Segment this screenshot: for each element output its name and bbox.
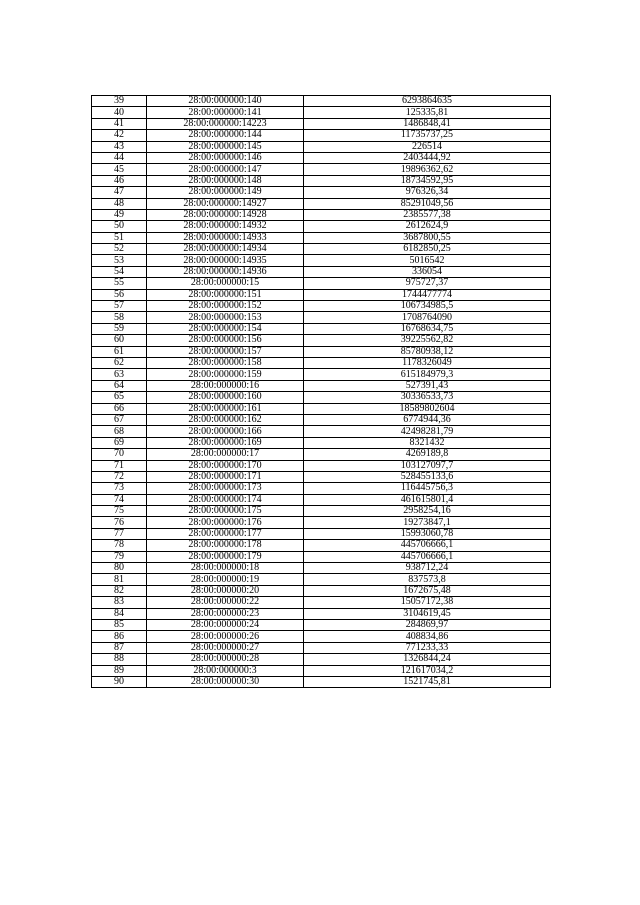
cadastral-number-cell: 28:00:000000:160 <box>147 392 304 403</box>
table-row <box>92 96 551 107</box>
table-row <box>92 449 551 460</box>
cadastral-value-table <box>91 95 551 688</box>
table-row <box>92 540 551 551</box>
cadastral-number-cell: 28:00:000000:20 <box>147 585 304 596</box>
value-cell: 1486848,41 <box>304 118 551 129</box>
row-number-cell: 58 <box>92 312 147 323</box>
row-number-cell: 79 <box>92 551 147 562</box>
value-cell: 103127097,7 <box>304 460 551 471</box>
cadastral-number-cell: 28:00:000000:157 <box>147 346 304 357</box>
value-cell: 2612624,9 <box>304 221 551 232</box>
row-number-cell: 41 <box>92 118 147 129</box>
value-cell: 975727,37 <box>304 278 551 289</box>
table-row <box>92 437 551 448</box>
cadastral-number-cell: 28:00:000000:152 <box>147 301 304 312</box>
cadastral-number-cell: 28:00:000000:14936 <box>147 266 304 277</box>
table-row <box>92 585 551 596</box>
value-cell: 615184979,3 <box>304 369 551 380</box>
row-number-cell: 78 <box>92 540 147 551</box>
table-row <box>92 232 551 243</box>
row-number-cell: 43 <box>92 141 147 152</box>
cadastral-number-cell: 28:00:000000:22 <box>147 597 304 608</box>
table-row <box>92 369 551 380</box>
row-number-cell: 61 <box>92 346 147 357</box>
cadastral-number-cell: 28:00:000000:161 <box>147 403 304 414</box>
row-number-cell: 54 <box>92 266 147 277</box>
cadastral-number-cell: 28:00:000000:170 <box>147 460 304 471</box>
cadastral-number-cell: 28:00:000000:156 <box>147 335 304 346</box>
row-number-cell: 55 <box>92 278 147 289</box>
row-number-cell: 69 <box>92 437 147 448</box>
row-number-cell: 87 <box>92 642 147 653</box>
row-number-cell: 70 <box>92 449 147 460</box>
value-cell: 8321432 <box>304 437 551 448</box>
row-number-cell: 75 <box>92 506 147 517</box>
row-number-cell: 71 <box>92 460 147 471</box>
value-cell: 18589802604 <box>304 403 551 414</box>
value-cell: 2385577,38 <box>304 209 551 220</box>
value-cell: 3687800,55 <box>304 232 551 243</box>
row-number-cell: 80 <box>92 563 147 574</box>
value-cell: 1326844,24 <box>304 654 551 665</box>
table-row <box>92 244 551 255</box>
row-number-cell: 49 <box>92 209 147 220</box>
cadastral-number-cell: 28:00:000000:14223 <box>147 118 304 129</box>
cadastral-number-cell: 28:00:000000:158 <box>147 357 304 368</box>
row-number-cell: 50 <box>92 221 147 232</box>
value-cell: 6182850,25 <box>304 244 551 255</box>
cadastral-number-cell: 28:00:000000:147 <box>147 164 304 175</box>
table-row <box>92 278 551 289</box>
table-row <box>92 528 551 539</box>
value-cell: 976326,34 <box>304 187 551 198</box>
cadastral-number-cell: 28:00:000000:154 <box>147 323 304 334</box>
table-row <box>92 665 551 676</box>
value-cell: 116445756,3 <box>304 483 551 494</box>
cadastral-number-cell: 28:00:000000:26 <box>147 631 304 642</box>
table-row <box>92 642 551 653</box>
value-cell: 408834,86 <box>304 631 551 642</box>
value-cell: 461615801,4 <box>304 494 551 505</box>
cadastral-number-cell: 28:00:000000:14933 <box>147 232 304 243</box>
value-cell: 39225562,82 <box>304 335 551 346</box>
cadastral-number-cell: 28:00:000000:178 <box>147 540 304 551</box>
row-number-cell: 65 <box>92 392 147 403</box>
row-number-cell: 81 <box>92 574 147 585</box>
cadastral-number-cell: 28:00:000000:27 <box>147 642 304 653</box>
cadastral-number-cell: 28:00:000000:153 <box>147 312 304 323</box>
value-cell: 4269189,8 <box>304 449 551 460</box>
table-row <box>92 414 551 425</box>
value-cell: 1744477774 <box>304 289 551 300</box>
cadastral-number-cell: 28:00:000000:16 <box>147 380 304 391</box>
row-number-cell: 83 <box>92 597 147 608</box>
cadastral-number-cell: 28:00:000000:159 <box>147 369 304 380</box>
cadastral-number-cell: 28:00:000000:15 <box>147 278 304 289</box>
table-row <box>92 312 551 323</box>
row-number-cell: 90 <box>92 676 147 687</box>
value-cell: 5016542 <box>304 255 551 266</box>
row-number-cell: 68 <box>92 426 147 437</box>
value-cell: 42498281,79 <box>304 426 551 437</box>
cadastral-number-cell: 28:00:000000:14928 <box>147 209 304 220</box>
cadastral-number-cell: 28:00:000000:146 <box>147 152 304 163</box>
table-row <box>92 380 551 391</box>
cadastral-number-cell: 28:00:000000:14932 <box>147 221 304 232</box>
cadastral-number-cell: 28:00:000000:19 <box>147 574 304 585</box>
value-cell: 19896362,62 <box>304 164 551 175</box>
row-number-cell: 48 <box>92 198 147 209</box>
row-number-cell: 39 <box>92 96 147 107</box>
value-cell: 85291049,56 <box>304 198 551 209</box>
table-row <box>92 130 551 141</box>
table-row <box>92 357 551 368</box>
cadastral-number-cell: 28:00:000000:14935 <box>147 255 304 266</box>
value-cell: 2403444,92 <box>304 152 551 163</box>
value-cell: 527391,43 <box>304 380 551 391</box>
row-number-cell: 40 <box>92 107 147 118</box>
table-row <box>92 221 551 232</box>
value-cell: 226514 <box>304 141 551 152</box>
cadastral-number-cell: 28:00:000000:169 <box>147 437 304 448</box>
row-number-cell: 46 <box>92 175 147 186</box>
value-cell: 1178326049 <box>304 357 551 368</box>
cadastral-number-cell: 28:00:000000:24 <box>147 619 304 630</box>
table-row <box>92 654 551 665</box>
cadastral-number-cell: 28:00:000000:145 <box>147 141 304 152</box>
table-row <box>92 289 551 300</box>
cadastral-number-cell: 28:00:000000:149 <box>147 187 304 198</box>
cadastral-number-cell: 28:00:000000:162 <box>147 414 304 425</box>
cadastral-number-cell: 28:00:000000:140 <box>147 96 304 107</box>
value-cell: 15057172,38 <box>304 597 551 608</box>
cadastral-number-cell: 28:00:000000:166 <box>147 426 304 437</box>
value-cell: 6293864635 <box>304 96 551 107</box>
table-row <box>92 175 551 186</box>
cadastral-number-cell: 28:00:000000:177 <box>147 528 304 539</box>
table-row <box>92 403 551 414</box>
row-number-cell: 84 <box>92 608 147 619</box>
row-number-cell: 85 <box>92 619 147 630</box>
cadastral-number-cell: 28:00:000000:23 <box>147 608 304 619</box>
table-row <box>92 483 551 494</box>
table-row <box>92 460 551 471</box>
value-cell: 336054 <box>304 266 551 277</box>
table-row <box>92 631 551 642</box>
table-row <box>92 323 551 334</box>
row-number-cell: 88 <box>92 654 147 665</box>
value-cell: 2958254,16 <box>304 506 551 517</box>
table-row <box>92 392 551 403</box>
value-cell: 19273847,1 <box>304 517 551 528</box>
row-number-cell: 76 <box>92 517 147 528</box>
table-row <box>92 471 551 482</box>
cadastral-number-cell: 28:00:000000:179 <box>147 551 304 562</box>
table-row <box>92 574 551 585</box>
cadastral-number-cell: 28:00:000000:30 <box>147 676 304 687</box>
row-number-cell: 62 <box>92 357 147 368</box>
table-row <box>92 517 551 528</box>
row-number-cell: 73 <box>92 483 147 494</box>
value-cell: 106734985,5 <box>304 301 551 312</box>
value-cell: 3104619,45 <box>304 608 551 619</box>
value-cell: 18734592,95 <box>304 175 551 186</box>
row-number-cell: 42 <box>92 130 147 141</box>
row-number-cell: 60 <box>92 335 147 346</box>
table-row <box>92 301 551 312</box>
value-cell: 528455133,6 <box>304 471 551 482</box>
table-row <box>92 198 551 209</box>
row-number-cell: 64 <box>92 380 147 391</box>
cadastral-number-cell: 28:00:000000:148 <box>147 175 304 186</box>
row-number-cell: 45 <box>92 164 147 175</box>
value-cell: 30336533,73 <box>304 392 551 403</box>
value-cell: 121617034,2 <box>304 665 551 676</box>
cadastral-number-cell: 28:00:000000:141 <box>147 107 304 118</box>
cadastral-number-cell: 28:00:000000:3 <box>147 665 304 676</box>
row-number-cell: 56 <box>92 289 147 300</box>
row-number-cell: 66 <box>92 403 147 414</box>
row-number-cell: 59 <box>92 323 147 334</box>
table-row <box>92 164 551 175</box>
cadastral-number-cell: 28:00:000000:174 <box>147 494 304 505</box>
cadastral-number-cell: 28:00:000000:173 <box>147 483 304 494</box>
table-row <box>92 506 551 517</box>
row-number-cell: 44 <box>92 152 147 163</box>
value-cell: 6774944,36 <box>304 414 551 425</box>
table-row <box>92 563 551 574</box>
value-cell: 445706666,1 <box>304 540 551 551</box>
table-row <box>92 118 551 129</box>
table-row <box>92 597 551 608</box>
cadastral-number-cell: 28:00:000000:28 <box>147 654 304 665</box>
value-cell: 1708764090 <box>304 312 551 323</box>
table-row <box>92 619 551 630</box>
value-cell: 771233,33 <box>304 642 551 653</box>
row-number-cell: 77 <box>92 528 147 539</box>
table-row <box>92 551 551 562</box>
row-number-cell: 47 <box>92 187 147 198</box>
table-row <box>92 494 551 505</box>
row-number-cell: 57 <box>92 301 147 312</box>
cadastral-number-cell: 28:00:000000:144 <box>147 130 304 141</box>
row-number-cell: 89 <box>92 665 147 676</box>
value-cell: 284869,97 <box>304 619 551 630</box>
cadastral-number-cell: 28:00:000000:151 <box>147 289 304 300</box>
table-row <box>92 346 551 357</box>
table-row <box>92 676 551 687</box>
row-number-cell: 67 <box>92 414 147 425</box>
value-cell: 85780938,12 <box>304 346 551 357</box>
value-cell: 15993060,78 <box>304 528 551 539</box>
table-row <box>92 255 551 266</box>
table-row <box>92 209 551 220</box>
table-row <box>92 266 551 277</box>
value-cell: 16768634,75 <box>304 323 551 334</box>
row-number-cell: 86 <box>92 631 147 642</box>
cadastral-number-cell: 28:00:000000:176 <box>147 517 304 528</box>
table-row <box>92 608 551 619</box>
row-number-cell: 82 <box>92 585 147 596</box>
row-number-cell: 53 <box>92 255 147 266</box>
table-row <box>92 187 551 198</box>
value-cell: 125335,81 <box>304 107 551 118</box>
table-body <box>92 96 551 688</box>
value-cell: 1521745,81 <box>304 676 551 687</box>
row-number-cell: 74 <box>92 494 147 505</box>
table-row <box>92 107 551 118</box>
value-cell: 837573,8 <box>304 574 551 585</box>
table-row <box>92 335 551 346</box>
table-row <box>92 152 551 163</box>
cadastral-number-cell: 28:00:000000:14927 <box>147 198 304 209</box>
row-number-cell: 52 <box>92 244 147 255</box>
cadastral-number-cell: 28:00:000000:17 <box>147 449 304 460</box>
cadastral-number-cell: 28:00:000000:14934 <box>147 244 304 255</box>
table-row <box>92 141 551 152</box>
row-number-cell: 51 <box>92 232 147 243</box>
value-cell: 938712,24 <box>304 563 551 574</box>
cadastral-number-cell: 28:00:000000:18 <box>147 563 304 574</box>
value-cell: 1672675,48 <box>304 585 551 596</box>
cadastral-number-cell: 28:00:000000:175 <box>147 506 304 517</box>
value-cell: 11735737,25 <box>304 130 551 141</box>
value-cell: 445706666,1 <box>304 551 551 562</box>
row-number-cell: 72 <box>92 471 147 482</box>
cadastral-number-cell: 28:00:000000:171 <box>147 471 304 482</box>
table-row <box>92 426 551 437</box>
row-number-cell: 63 <box>92 369 147 380</box>
